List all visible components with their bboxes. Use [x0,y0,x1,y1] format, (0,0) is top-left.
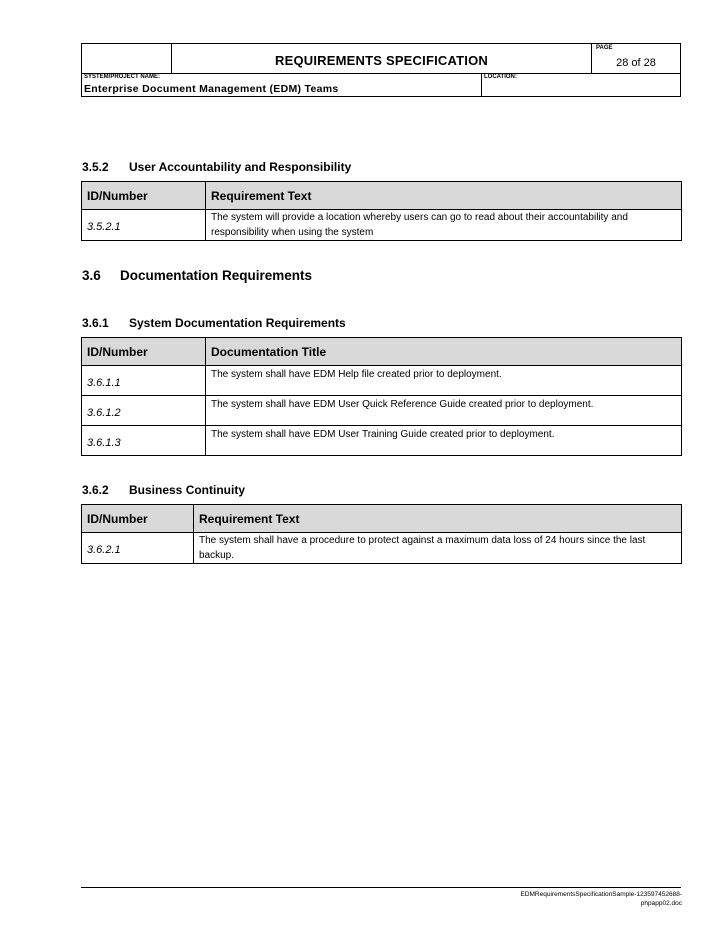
section-title: Documentation Requirements [120,268,313,283]
column-header-text: Requirement Text [194,505,682,533]
header-project-row [82,73,680,96]
header-title-row [82,44,680,74]
footer-filename-line-1: EDMRequirementsSpecificationSample-123597452688- [520,891,682,898]
project-label: SYSTEM/PROJECT NAME: [84,74,161,80]
section-heading-3-5-2 [82,160,351,174]
header-blank-cell [82,44,172,73]
table-header-row [82,505,682,533]
table-header-row [82,182,682,210]
project-cell [82,73,482,96]
column-header-id: ID/Number [82,338,206,366]
requirement-id: 3.6.1.1 [82,366,206,396]
documentation-table-3-6-1 [81,337,682,456]
column-header-text: Documentation Title [206,338,682,366]
section-number: 3.6 [82,268,101,283]
section-title: Business Continuity [129,483,246,497]
section-heading-3-6-1 [82,316,346,330]
section-number: 3.6.1 [82,316,109,330]
requirement-id: 3.5.2.1 [82,210,206,241]
footer-filename [422,890,682,908]
table-header-row [82,338,682,366]
requirement-text: The system shall have EDM User Quick Reference Guide created prior to deployment. [206,396,682,426]
table-row [82,366,682,396]
requirement-id: 3.6.2.1 [82,533,194,564]
requirement-id: 3.6.1.3 [82,426,206,456]
page-number: 28 of 28 [616,57,656,69]
header-title-cell [172,44,592,73]
footer-filename-line-2: phpapp02.doc [640,900,682,907]
requirement-text: The system will provide a location whereby users can go to read about their accountability and responsibility when using the system [206,210,682,241]
requirement-text: The system shall have EDM User Training Guide created prior to deployment. [206,426,682,456]
column-header-text: Requirement Text [206,182,682,210]
document-title: REQUIREMENTS SPECIFICATION [275,53,488,68]
footer-divider [81,887,681,888]
table-row [82,426,682,456]
requirement-text: The system shall have a procedure to protect against a maximum data loss of 24 hours since the last backup. [194,533,682,564]
column-header-id: ID/Number [82,505,194,533]
table-row [82,396,682,426]
location-label: LOCATION: [484,74,517,80]
requirements-table-3-6-2 [81,504,682,564]
column-header-id: ID/Number [82,182,206,210]
page-label: PAGE [596,45,613,51]
requirement-id: 3.6.1.2 [82,396,206,426]
section-heading-3-6 [82,268,312,283]
document-header [81,43,681,97]
header-page-cell [592,44,680,73]
section-heading-3-6-2 [82,483,245,497]
section-title: System Documentation Requirements [129,316,346,330]
requirement-text: The system shall have EDM Help file created prior to deployment. [206,366,682,396]
section-number: 3.5.2 [82,160,109,174]
table-row [82,210,682,241]
project-name: Enterprise Document Management (EDM) Teams [84,83,339,95]
table-row [82,533,682,564]
section-number: 3.6.2 [82,483,109,497]
section-title: User Accountability and Responsibility [129,160,352,174]
requirements-table-3-5-2 [81,181,682,241]
location-cell [482,73,680,96]
